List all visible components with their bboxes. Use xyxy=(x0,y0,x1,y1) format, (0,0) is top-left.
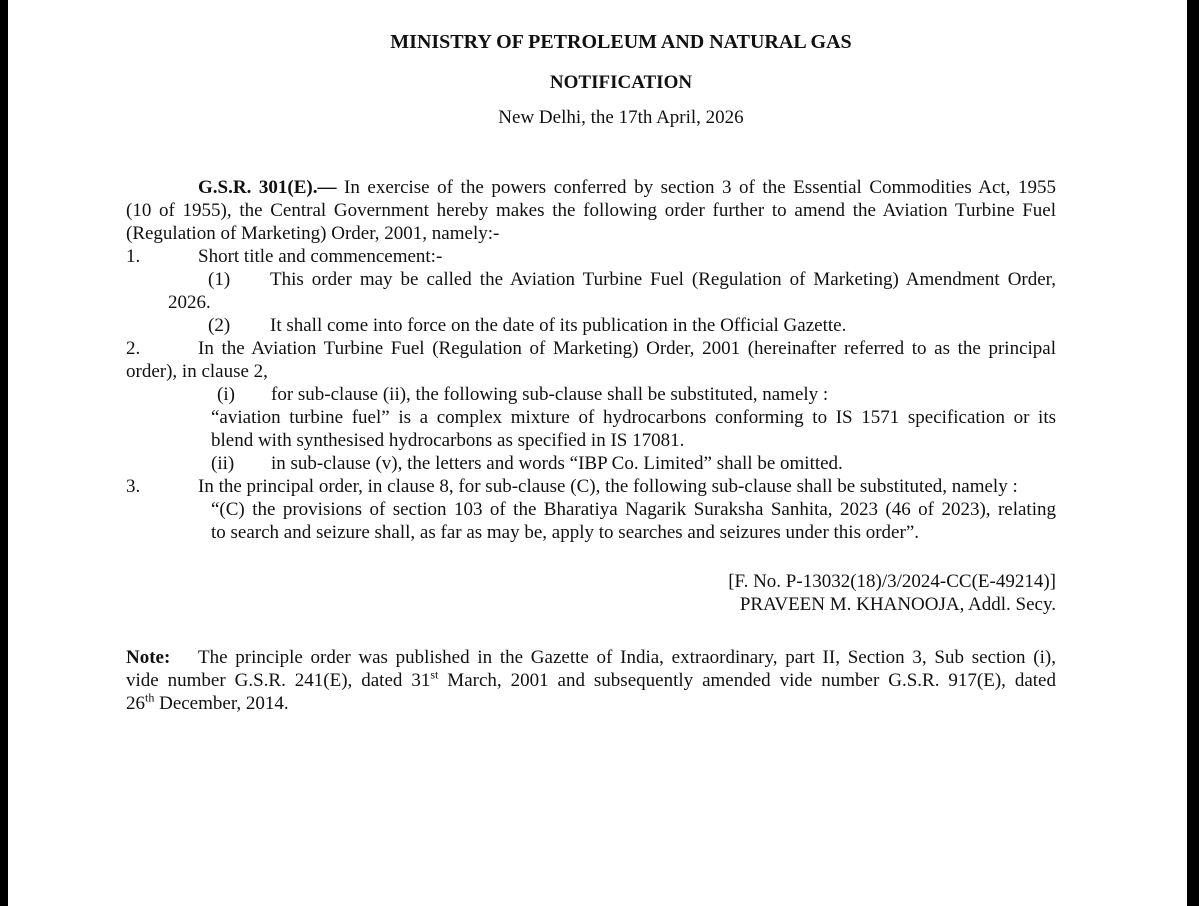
em-dash: — xyxy=(317,177,337,198)
sub-clause-mark: (1) xyxy=(208,269,231,290)
preamble-line-1: G.S.R. 301(E).— In exercise of the powers conferred by section 3 of the Essential Commodities Act, 1955 xyxy=(198,177,1056,198)
clause-2-line-1: In the Aviation Turbine Fuel (Regulation of Marketing) Order, 2001 (hereinafter referred to as the principal xyxy=(198,338,1056,359)
signatory: PRAVEEN M. KHANOOJA, Addl. Secy. xyxy=(739,594,1056,615)
clause-number: 2. xyxy=(126,338,141,359)
sub-clause-ii: (ii) in sub-clause (v), the letters and words “IBP Co. Limited” shall be omitted. xyxy=(211,453,843,474)
sub-clause-mark: (ii) xyxy=(211,453,235,474)
dateline: New Delhi, the 17th April, 2026 xyxy=(498,107,744,128)
note xyxy=(126,646,1056,715)
notification-heading: NOTIFICATION xyxy=(549,72,693,93)
clause-3-line-1: In the principal order, in clause 8, for sub-clause (C), the following sub-clause shall be substituted, namely : xyxy=(198,476,1018,497)
note-label: Note: xyxy=(126,647,171,668)
clause-number: 3. xyxy=(126,476,141,497)
sub-clause-2: (2) It shall come into force on the date of its publication in the Official Gazette. xyxy=(208,315,847,336)
clause-2 xyxy=(126,337,1056,360)
substituted-text-line-1: “aviation turbine fuel” is a complex mixture of hydrocarbons conforming to IS 1571 specification or its xyxy=(211,407,1056,428)
signature-block xyxy=(126,570,1056,616)
clause-3-quote-line-2: to search and seizure shall, as far as may be, apply to searches and seizures under this order”. xyxy=(211,522,920,543)
ministry-title: MINISTRY OF PETROLEUM AND NATURAL GAS xyxy=(390,31,852,53)
clause-1 xyxy=(126,245,1056,268)
gsr-reference: G.S.R. 301(E). xyxy=(198,177,318,198)
note-line-1: Note: The principle order was published in the Gazette of India, extraordinary, part II, Section 3, Sub section (i), xyxy=(126,647,1056,668)
clause-number: 1. xyxy=(126,246,141,267)
note-line-3: 26th December, 2014. xyxy=(126,690,289,714)
clause-3-quote-line-1: “(C) the provisions of section 103 of the Bharatiya Nagarik Suraksha Sanhita, 2023 (46 of 2023), relating xyxy=(211,499,1056,520)
left-page-edge xyxy=(0,0,8,906)
sub-clause-mark: (2) xyxy=(208,315,231,336)
note-line-2: vide number G.S.R. 241(E), dated 31st March, 2001 and subsequently amended vide number G.S.R. 917(E), dated xyxy=(126,667,1056,691)
sub-clause-i: (i) for sub-clause (ii), the following sub-clause shall be substituted, namely : xyxy=(217,384,829,405)
gazette-notification xyxy=(126,30,1056,715)
clause-1-heading: Short title and commencement:- xyxy=(198,246,443,267)
clause-2-line-2: order), in clause 2, xyxy=(126,361,268,382)
substituted-text-line-2: blend with synthesised hydrocarbons as specified in IS 17081. xyxy=(211,430,685,451)
clause-3 xyxy=(126,475,1056,498)
sub-clause-mark: (i) xyxy=(217,384,235,405)
preamble xyxy=(126,176,1056,199)
file-number: [F. No. P-13032(18)/3/2024-CC(E-49214)] xyxy=(728,571,1056,592)
preamble-line-3: (Regulation of Marketing) Order, 2001, namely:- xyxy=(126,223,500,244)
sub-clause-1-continuation: 2026. xyxy=(168,292,211,313)
preamble-line-2: (10 of 1955), the Central Government hereby makes the following order further to amend the Aviation Turbine Fuel xyxy=(126,200,1056,221)
right-page-edge xyxy=(1187,0,1199,906)
sub-clause-1: (1) This order may be called the Aviation Turbine Fuel (Regulation of Marketing) Amendment Order, xyxy=(208,269,1056,290)
